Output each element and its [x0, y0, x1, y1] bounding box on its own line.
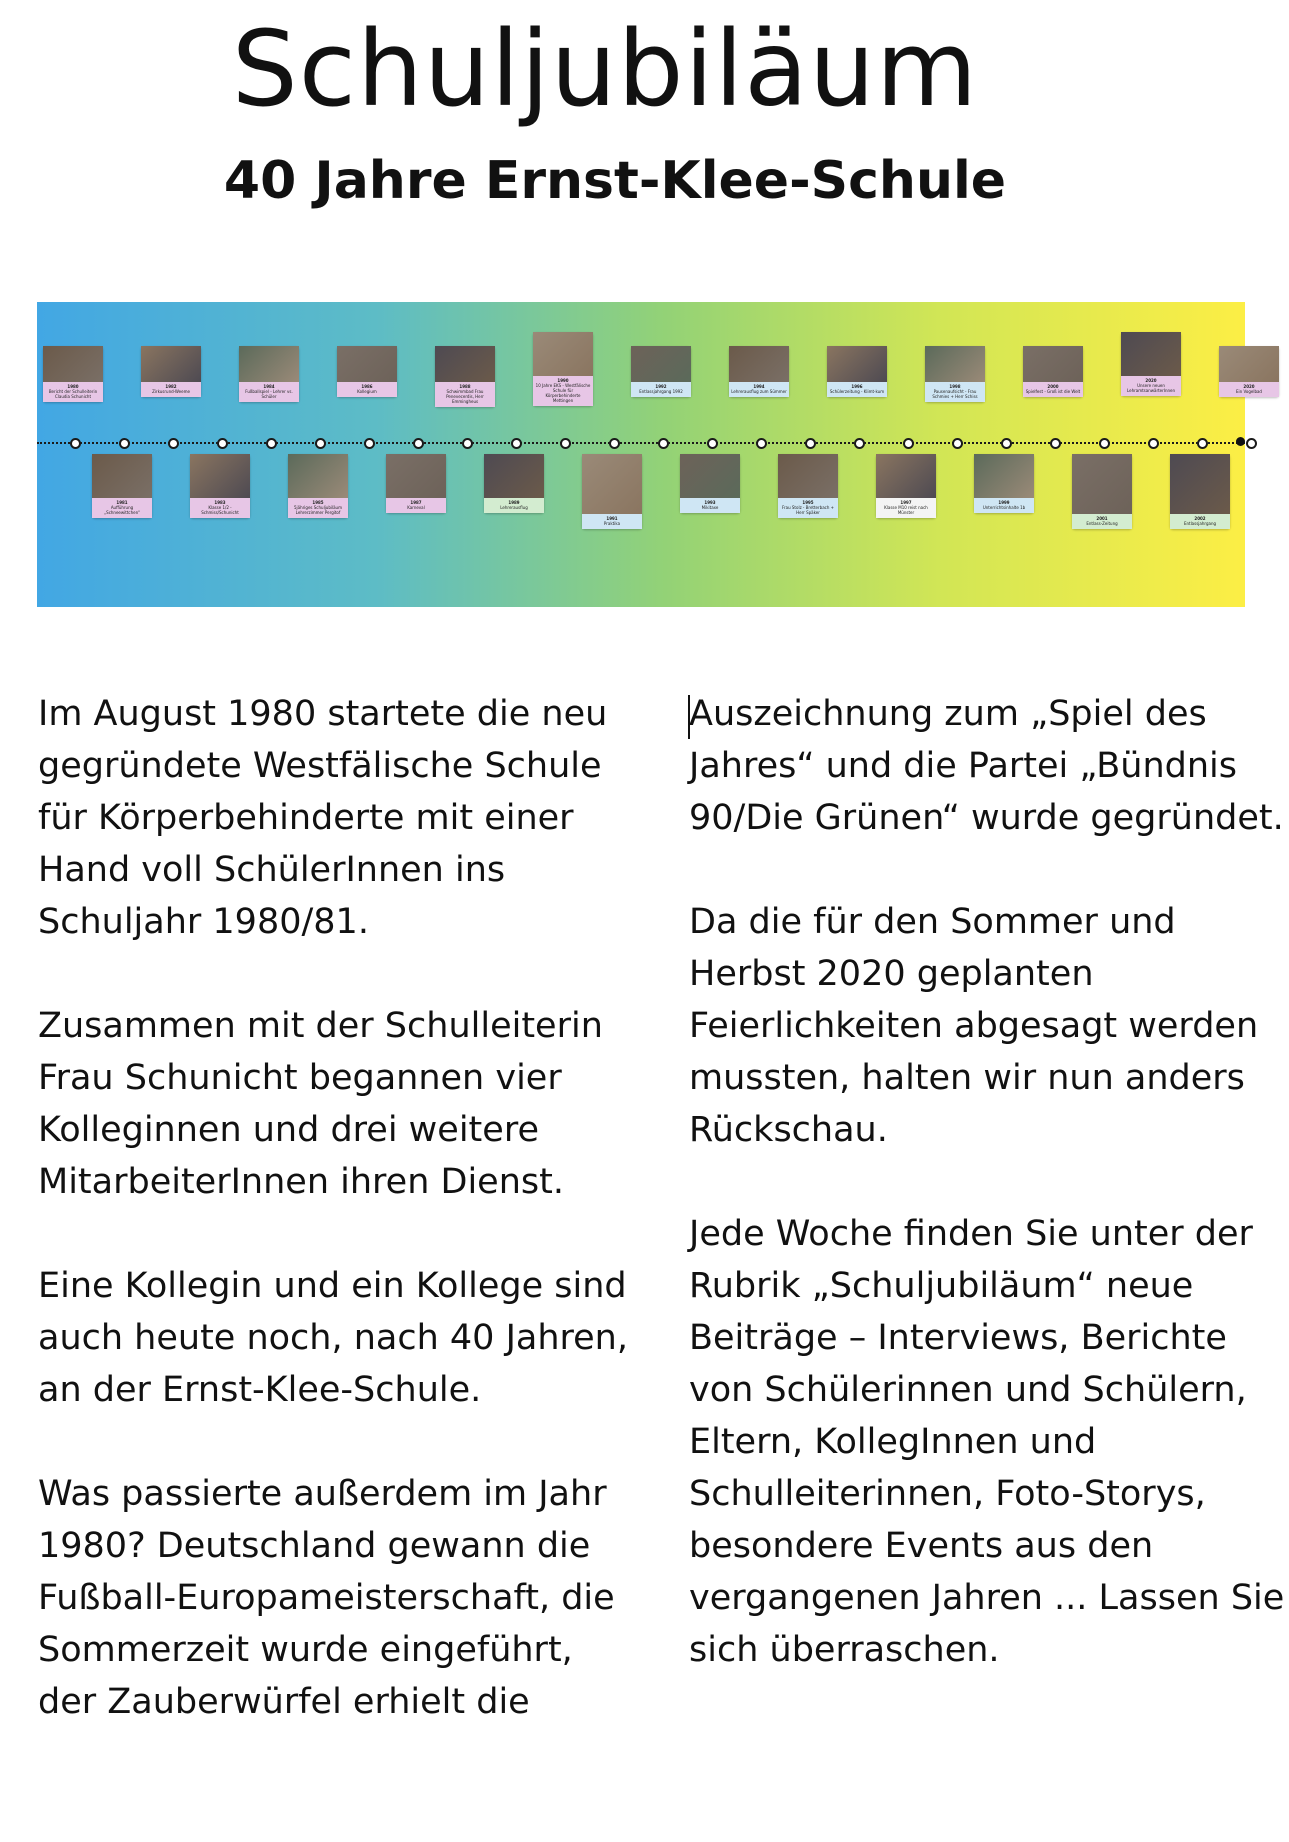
timeline-photo [1219, 346, 1279, 382]
text-column-left [38, 688, 638, 1780]
timeline-card-1999 [974, 454, 1034, 513]
timeline-photo [435, 346, 495, 382]
timeline-photo [190, 454, 250, 498]
timeline-photo [631, 346, 691, 382]
timeline-dot [952, 438, 963, 449]
timeline-year: 1992 [655, 384, 667, 389]
timeline-photo [43, 346, 103, 382]
timeline-card-1987 [386, 454, 446, 513]
timeline-card-label [484, 498, 544, 513]
timeline-dot [1050, 438, 1061, 449]
timeline-photo [729, 346, 789, 382]
timeline-card-1990 [533, 332, 593, 406]
text-column-right [689, 688, 1289, 1728]
timeline-caption: Entlassjahrgang [1183, 521, 1217, 526]
timeline-photo [1023, 346, 1083, 382]
timeline-card-label [974, 498, 1034, 513]
timeline-dot [756, 438, 767, 449]
timeline-year: 2000 [1047, 384, 1059, 389]
timeline-card-1989 [484, 454, 544, 513]
timeline-card-label [43, 382, 103, 402]
timeline-caption: Lehrerausflug [500, 505, 528, 510]
timeline-card-label [435, 382, 495, 407]
timeline-caption: Kollegium [357, 389, 377, 394]
timeline-photo [1072, 454, 1132, 514]
timeline-caption: Pausenaufsicht - Frau Schmies + Herr Schiss [932, 389, 978, 399]
timeline-dot [1197, 438, 1208, 449]
timeline-card-2002 [1170, 454, 1230, 529]
timeline-year: 1984 [263, 384, 275, 389]
timeline-card-label [1121, 376, 1181, 396]
timeline-dot [560, 438, 571, 449]
timeline-card-label [1170, 514, 1230, 529]
timeline-year: 1994 [753, 384, 765, 389]
timeline-year: 1980 [67, 384, 79, 389]
paragraph: Da die für den Sommer und Herbst 2020 geplanten Feierlichkeiten abgesagt werden mussten, halten wir nun anders Rückschau. [689, 902, 1259, 1150]
paragraph: Was passierte außerdem im Jahr 1980? Deutschland gewann die Fußball-Europameisterschaft, die Sommerzeit wurde eingeführt, der Zauberwürfel erhielt die [38, 1474, 615, 1722]
timeline-card-label [337, 382, 397, 397]
timeline-photo [876, 454, 936, 498]
timeline-card-label [925, 382, 985, 402]
timeline-card-2020 [1121, 332, 1181, 396]
timeline-caption: Unsere neuen LehramtsanwärterInnen [1126, 383, 1176, 393]
timeline-card-label [680, 498, 740, 513]
timeline-photo [925, 346, 985, 382]
timeline-photo [337, 346, 397, 382]
page-title: Schuljubiläum [231, 8, 979, 130]
timeline-card-1998 [925, 346, 985, 402]
timeline-caption: Karneval [407, 505, 425, 510]
timeline-card-label [288, 498, 348, 518]
timeline-card-label [386, 498, 446, 513]
timeline-dot [903, 438, 914, 449]
timeline-card-1992 [631, 346, 691, 397]
timeline-dot [364, 438, 375, 449]
timeline-year: 1998 [949, 384, 961, 389]
timeline-year: 1985 [312, 500, 324, 505]
timeline-caption: Fußballspiel - Lehrer vs. Schüler [245, 389, 293, 399]
timeline-caption: 10 Jahre EKS - Westfälische Schule für Körperbehinderte Mettingen [535, 383, 591, 403]
timeline-year: 2002 [1194, 516, 1206, 521]
timeline-year: 1986 [361, 384, 373, 389]
timeline-dot [1148, 438, 1159, 449]
timeline-dot [1001, 438, 1012, 449]
timeline-photo [386, 454, 446, 498]
timeline-dot [266, 438, 277, 449]
timeline-dot [70, 438, 81, 449]
timeline-card-1983 [190, 454, 250, 518]
paragraph: Eine Kollegin und ein Kollege sind auch heute noch, nach 40 Jahren, an der Ernst-Klee-Schule. [38, 1266, 628, 1410]
timeline-caption: Zirkusrund-Weeme [152, 389, 190, 394]
timeline-dot [413, 438, 424, 449]
timeline-dot [217, 438, 228, 449]
timeline-dot [854, 438, 865, 449]
timeline-card-label [876, 498, 936, 518]
timeline-year: 1993 [704, 500, 716, 505]
timeline-card-label [582, 514, 642, 529]
timeline-photo [533, 332, 593, 376]
timeline-card-1982 [141, 346, 201, 397]
timeline-card-label [729, 382, 789, 397]
timeline-dot [315, 438, 326, 449]
timeline-year: 1983 [214, 500, 226, 505]
timeline-photo [778, 454, 838, 498]
timeline-card-2000 [1023, 346, 1083, 397]
timeline-card-1981 [92, 454, 152, 518]
timeline-year: 2020 [1243, 384, 1255, 389]
timeline-card-1980 [43, 346, 103, 402]
timeline-photo [484, 454, 544, 498]
timeline-card-label [141, 382, 201, 397]
paragraph: Auszeichnung zum „Spiel des Jahres“ und die Partei „Bündnis 90/Die Grünen“ wurde gegründet. [689, 694, 1284, 838]
timeline-caption: Schwimmbad Frau Penevecerdis, Herr Emmingheus [446, 389, 484, 404]
timeline-card-1993 [680, 454, 740, 513]
timeline-year: 1987 [410, 500, 422, 505]
timeline-card-1985 [288, 454, 348, 518]
timeline-card-1984 [239, 346, 299, 402]
timeline-photo [92, 454, 152, 498]
timeline-year: 1999 [998, 500, 1010, 505]
page-subtitle: 40 Jahre Ernst-Klee-Schule [223, 151, 1007, 211]
timeline-year: 1996 [851, 384, 863, 389]
timeline-dot [805, 438, 816, 449]
timeline-dot [1099, 438, 1110, 449]
timeline-card-label [239, 382, 299, 402]
timeline-photo [827, 346, 887, 382]
timeline-photo [239, 346, 299, 382]
timeline-photo [680, 454, 740, 498]
timeline-year: 1981 [116, 500, 128, 505]
timeline-card-1994 [729, 346, 789, 397]
timeline-card-1986 [337, 346, 397, 397]
timeline-card-label [1219, 382, 1279, 397]
timeline-caption: Spielfest - Groß ist die Welt [1025, 389, 1081, 394]
timeline-year: 1990 [557, 378, 569, 383]
timeline-card-label [1072, 514, 1132, 529]
paragraph: Zusammen mit der Schulleiterin Frau Schunicht begannen vier Kolleginnen und drei weitere MitarbeiterInnen ihren Dienst. [38, 1006, 603, 1202]
timeline-photo [582, 454, 642, 514]
timeline-caption: Ein Vogelbad [1236, 389, 1262, 394]
timeline-caption: Praktika [603, 521, 621, 526]
timeline-year: 1991 [606, 516, 618, 521]
timeline-card-label [827, 382, 887, 397]
timeline-card-label [190, 498, 250, 518]
timeline-caption: Klasse 1/2 - Schmiss/Schunicht [201, 505, 239, 515]
timeline-card-1995 [778, 454, 838, 518]
timeline-card-label [92, 498, 152, 518]
timeline-banner [37, 302, 1262, 607]
timeline-caption: Unterrichtsinhalte 1b [982, 505, 1026, 510]
timeline-year: 1989 [508, 500, 520, 505]
timeline-card-label [1023, 382, 1083, 397]
timeline-caption: Bericht der Schulleiterin Claudia Schunicht [48, 389, 98, 399]
timeline-card-2020 [1219, 346, 1279, 397]
timeline-card-1988 [435, 346, 495, 407]
timeline-photo [1121, 332, 1181, 376]
timeline-dot [707, 438, 718, 449]
timeline-year: 1982 [165, 384, 177, 389]
timeline-dot [609, 438, 620, 449]
timeline-caption: Klasse M10 reist nach Münster [884, 505, 928, 515]
timeline-card-label [778, 498, 838, 518]
timeline-dot [462, 438, 473, 449]
timeline-dot [1246, 438, 1257, 449]
timeline-card-1991 [582, 454, 642, 529]
timeline-photo [1170, 454, 1230, 514]
timeline-year: 2001 [1096, 516, 1108, 521]
timeline-dot [511, 438, 522, 449]
timeline-photo [974, 454, 1034, 498]
timeline-year: 1995 [802, 500, 814, 505]
timeline-end-dot [1236, 437, 1245, 446]
timeline-caption: 5jähriges Schuljubiläum Lehrerzimmer Pergitof [294, 505, 342, 515]
paragraph: Im August 1980 startete die neu gegründete Westfälische Schule für Körperbehinderte mit einer Hand voll SchülerInnen ins Schuljahr 1980/81. [38, 694, 608, 942]
timeline-photo [141, 346, 201, 382]
timeline-caption: Lehrerausflug zum Sümmer [731, 389, 787, 394]
timeline-year: 1988 [459, 384, 471, 389]
timeline-photo [288, 454, 348, 498]
timeline-caption: Mikitaxe [701, 505, 719, 510]
timeline-caption: Entlass-Zeitung [1086, 521, 1118, 526]
timeline-year: 2020 [1145, 378, 1157, 383]
paragraph: Jede Woche finden Sie unter der Rubrik „Schuljubiläum“ neue Beiträge – Interviews, Berichte von Schülerinnen und Schülern, Eltern, KollegInnen und Schulleiterinnen, Foto-Storys, besondere Events aus den vergangenen Jahren ... Lassen Sie sich überraschen. [689, 1214, 1285, 1670]
timeline-dot [168, 438, 179, 449]
timeline-card-1996 [827, 346, 887, 397]
timeline-card-2001 [1072, 454, 1132, 529]
timeline-card-1997 [876, 454, 936, 518]
timeline-caption: Schülerzeitung - Klimt-kum [829, 389, 885, 394]
timeline-caption: Frau Stolz - Bretterbach + Herr Späker [781, 505, 834, 515]
timeline-dot [119, 438, 130, 449]
timeline-year: 1997 [900, 500, 912, 505]
timeline-dot [658, 438, 669, 449]
timeline-caption: Entlassjahrgang 1992 [639, 389, 683, 394]
timeline-caption: Aufführung „Schneewittchen“ [104, 505, 140, 515]
timeline-card-label [533, 376, 593, 406]
timeline-card-label [631, 382, 691, 397]
